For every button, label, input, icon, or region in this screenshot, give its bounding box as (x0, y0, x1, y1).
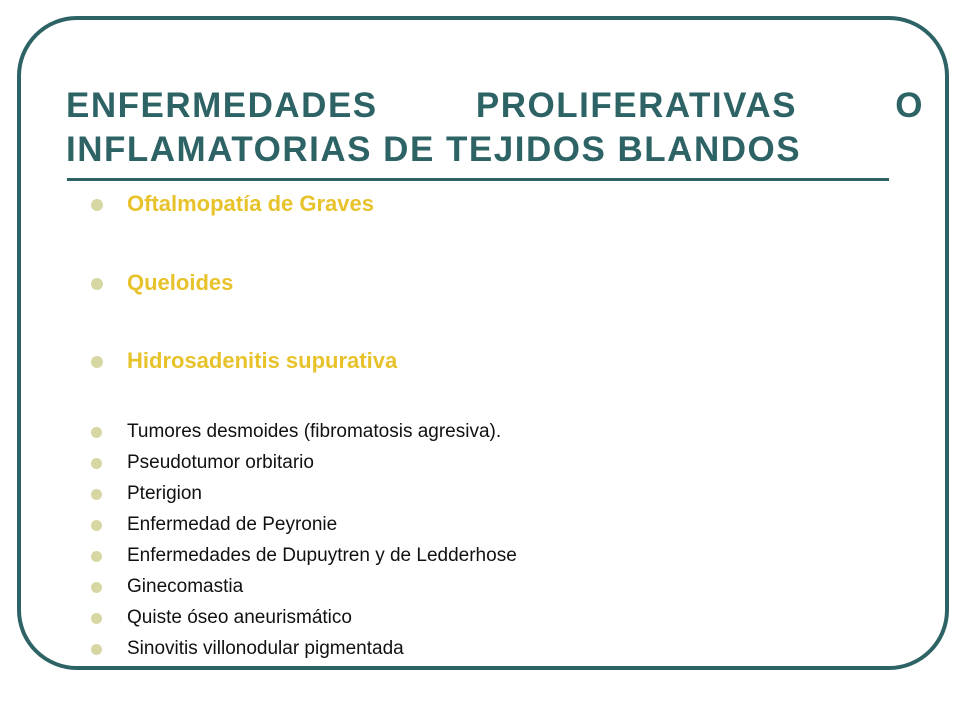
bullet-icon (91, 613, 102, 624)
list-item-label: Pseudotumor orbitario (127, 452, 314, 473)
list-item-label: Quiste óseo aneurismático (127, 607, 352, 628)
title-word: O (895, 86, 924, 125)
title-underline (67, 178, 889, 181)
bullet-icon (91, 199, 103, 211)
list-item-label: Oftalmopatía de Graves (127, 191, 374, 216)
list-item-label: Ginecomastia (127, 576, 244, 597)
bullet-icon (91, 551, 102, 562)
bullet-icon (91, 356, 103, 368)
bullet-icon (91, 582, 102, 593)
bullet-icon (91, 458, 102, 469)
slide-title (66, 84, 924, 172)
title-word: PROLIFERATIVAS (475, 86, 797, 125)
title-word: ENFERMEDADES (66, 86, 378, 125)
bullet-icon (91, 520, 102, 531)
list-item-label: Enfermedades de Dupuytren y de Ledderhose (127, 545, 517, 566)
list-item-label: Enfermedad de Peyronie (127, 514, 338, 535)
list-item-label: Hidrosadenitis supurativa (127, 348, 398, 373)
bullet-icon (91, 278, 103, 290)
slide-title-line1 (66, 84, 924, 128)
bullet-icon (91, 427, 102, 438)
slide-title-line2: INFLAMATORIAS DE TEJIDOS BLANDOS (66, 130, 802, 169)
bullet-icon (91, 644, 102, 655)
list-item-label: Tumores desmoides (fibromatosis agresiva). (127, 421, 502, 442)
list-item-label: Sinovitis villonodular pigmentada (127, 638, 404, 659)
bullet-icon (91, 489, 102, 500)
list-item-label: Queloides (127, 270, 234, 295)
list-item-label: Pterigion (127, 483, 202, 504)
